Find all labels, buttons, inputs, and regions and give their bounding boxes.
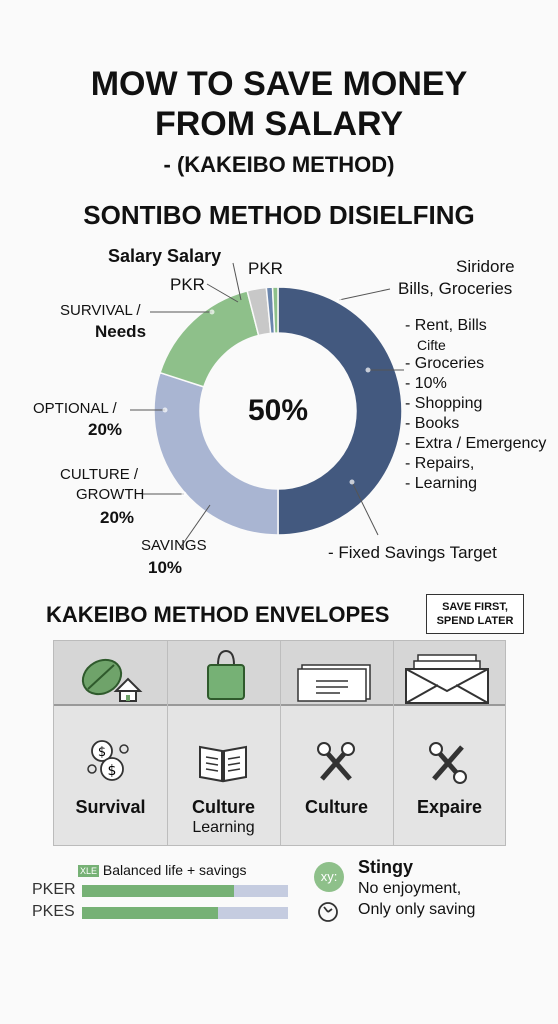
envelope-name: Culture xyxy=(305,797,368,817)
callout-line2: SPEND LATER xyxy=(436,615,514,627)
progress-bar xyxy=(82,885,288,897)
envelope-sub: Learning xyxy=(192,819,255,836)
page-title-line2: FROM SALARY xyxy=(154,105,404,143)
bullet-item: - Rent, Bills xyxy=(405,317,487,334)
label-right-title: Siridore xyxy=(456,257,515,276)
leader-line xyxy=(339,289,390,300)
label-salary: Salary Salary xyxy=(108,246,222,266)
envelopes-title: KAKEIBO METHOD ENVELOPES xyxy=(46,602,390,627)
envelope-name: Expaire xyxy=(416,797,483,817)
page-title-line1: MOW TO SAVE MONEY xyxy=(90,65,468,103)
label-savings-pct: 10% xyxy=(148,558,183,577)
bullet-item: - Extra / Emergency xyxy=(405,435,547,452)
bullet-list xyxy=(405,316,546,494)
envelope-name: Culture xyxy=(192,797,255,817)
label-culture: CULTURE / xyxy=(60,466,139,483)
bullet-item: - Repairs, xyxy=(405,455,475,472)
book-icon xyxy=(196,741,250,785)
bullet-item: - Shopping xyxy=(405,395,483,412)
stingy-line1: No enjoyment, xyxy=(358,880,462,897)
label-survival: SURVIVAL / xyxy=(60,302,141,319)
label-pkr-top: PKR xyxy=(248,259,283,278)
section-title: SONTIBO METHOD DISIELFING xyxy=(83,200,475,230)
document-icon xyxy=(296,659,376,703)
leaf-house-icon xyxy=(76,647,146,703)
callout-line1: SAVE FIRST, xyxy=(442,601,508,613)
progress-bar xyxy=(82,907,288,919)
envelope-grid xyxy=(53,640,506,846)
bullet-item: - 10% xyxy=(405,375,447,392)
stingy-badge-icon: xy: xyxy=(314,862,344,892)
svg-text:$: $ xyxy=(107,763,117,779)
stingy-line2: Only only saving xyxy=(358,901,476,918)
bullet-item: - Learning xyxy=(405,475,478,492)
label-needs: Needs xyxy=(95,322,147,341)
label-culture-pct: 20% xyxy=(100,508,135,527)
clock-icon xyxy=(316,900,340,924)
label-pkr-left: PKR xyxy=(170,275,205,294)
label-optional-pct: 20% xyxy=(88,420,123,439)
shopping-bag-icon xyxy=(204,647,248,703)
page-subtitle: - (KAKEIBO METHOD) xyxy=(163,152,395,177)
svg-text:$: $ xyxy=(97,745,107,760)
progress-bar-fill xyxy=(82,907,218,919)
progress-bar-fill xyxy=(82,885,234,897)
balanced-legend xyxy=(78,862,247,878)
legend-icon: XLE xyxy=(80,866,98,877)
wrench-icon xyxy=(428,741,468,785)
bar-label: PKES xyxy=(32,903,75,920)
bullet-item: Cifte xyxy=(417,337,446,353)
tools-icon xyxy=(316,741,356,785)
donut-segment-survival_green xyxy=(160,291,259,387)
donut-center-label: 50% xyxy=(247,394,309,427)
bullet-item: - Books xyxy=(405,415,460,432)
label-growth: GROWTH xyxy=(76,486,145,503)
bullet-item: - Groceries xyxy=(405,355,485,372)
label-right-sub: Bills, Groceries xyxy=(398,279,513,298)
coins-icon xyxy=(86,737,134,785)
label-savings: SAVINGS xyxy=(141,537,207,554)
bar-label: PKER xyxy=(32,881,76,898)
label-fixed-savings: - Fixed Savings Target xyxy=(328,543,497,562)
envelope-stack-icon xyxy=(402,653,492,705)
stingy-title: Stingy xyxy=(358,857,414,877)
legend-text: Balanced life + savings xyxy=(102,862,247,878)
label-optional: OPTIONAL / xyxy=(33,400,117,417)
envelope-name: Survival xyxy=(75,797,146,817)
save-first-callout xyxy=(426,594,524,634)
